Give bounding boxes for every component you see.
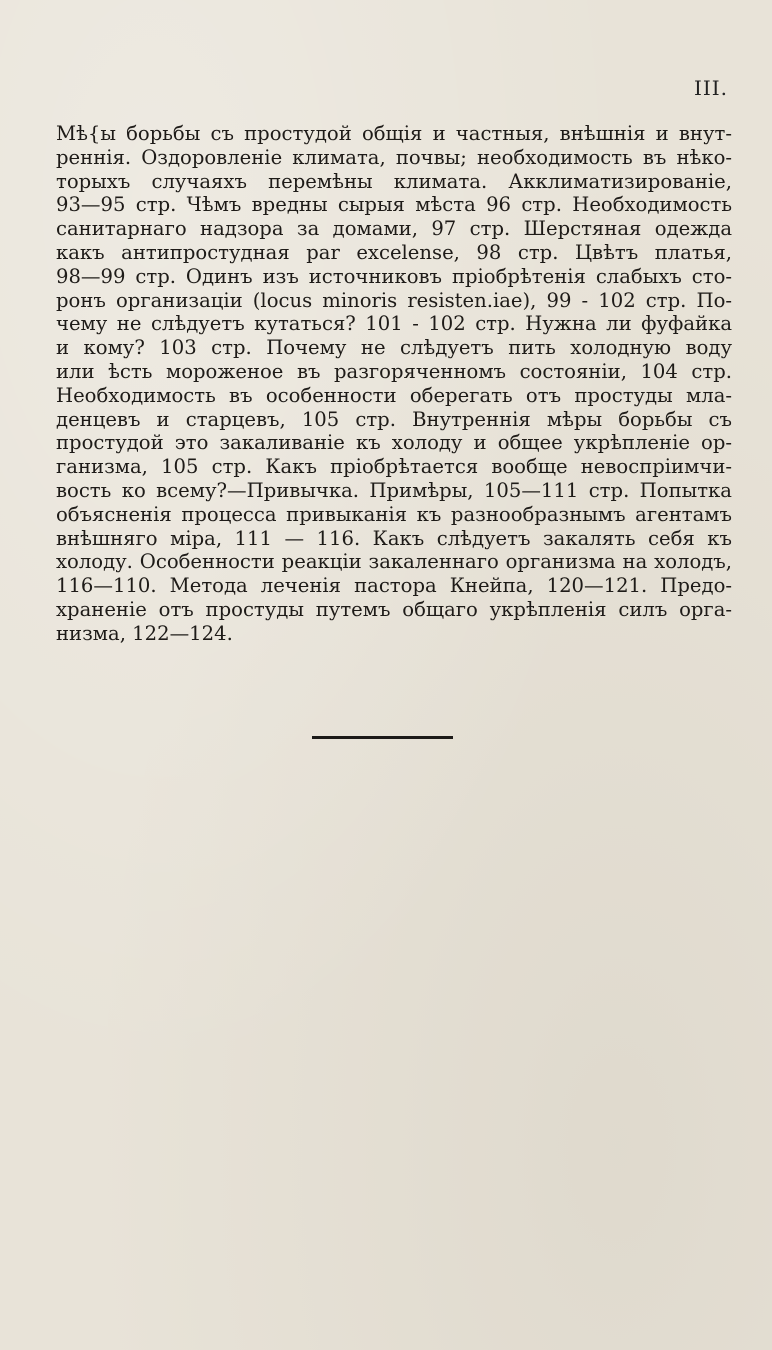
- text-line: ронъ организаціи (locus minoris resisten.iae), 99 - 102 стр. По-: [56, 288, 732, 312]
- text-line: Мѣ{ы борьбы съ простудой общія и частныя, внѣшнія и внут-: [56, 122, 732, 145]
- text-line: торыхъ случаяхъ перемѣны климата. Акклиматизированіе,: [56, 169, 732, 193]
- text-line: ганизма, 105 стр. Какъ пріобрѣтается вообще невоспріимчи-: [56, 455, 732, 479]
- section-divider: [312, 736, 453, 739]
- text-line: санитарнаго надзора за домами, 97 стр. Шерстяная одежда: [56, 217, 732, 241]
- text-line: какъ антипростудная par excelense, 98 стр. Цвѣтъ платья,: [56, 240, 732, 264]
- text-line: объясненія процесса привыканія къ разнообразнымъ агентамъ: [56, 502, 732, 526]
- table-of-contents-paragraph: [56, 122, 732, 646]
- text-line: Необходимость въ особенности оберегать отъ простуды мла-: [56, 383, 732, 407]
- text-line: реннія. Оздоровленіе климата, почвы; необходимость въ нѣко-: [56, 145, 732, 169]
- text-line: холоду. Особенности реакціи закаленнаго организма на холодъ,: [56, 550, 732, 574]
- text-line: и кому? 103 стр. Почему не слѣдуетъ пить холодную воду: [56, 336, 732, 360]
- text-line: 116—110. Метода леченія пастора Кнейпа, 120—121. Предо-: [56, 574, 732, 598]
- text-line: простудой это закаливаніе къ холоду и общее укрѣпленіе ор-: [56, 431, 732, 455]
- text-line: вость ко всему?—Привычка. Примѣры, 105—111 стр. Попытка: [56, 478, 732, 502]
- text-line: низма, 122—124.: [56, 621, 233, 645]
- text-line: или ѣсть мороженое въ разгоряченномъ состояніи, 104 стр.: [56, 359, 732, 383]
- text-line: храненіе отъ простуды путемъ общаго укрѣпленія силъ орга-: [56, 597, 732, 621]
- text-line: внѣшняго міра, 111 — 116. Какъ слѣдуетъ закалять себя къ: [56, 526, 732, 550]
- text-line: 98—99 стр. Одинъ изъ источниковъ пріобрѣтенія слабыхъ сто-: [56, 264, 732, 288]
- text-line: чему не слѣдуетъ кутаться? 101 - 102 стр. Нужна ли фуфайка: [56, 312, 732, 336]
- text-line: денцевъ и старцевъ, 105 стр. Внутреннія мѣры борьбы съ: [56, 407, 732, 431]
- text-line: 93—95 стр. Чѣмъ вредны сырыя мѣста 96 стр. Необходимость: [56, 193, 732, 217]
- page-number: III.: [693, 76, 728, 100]
